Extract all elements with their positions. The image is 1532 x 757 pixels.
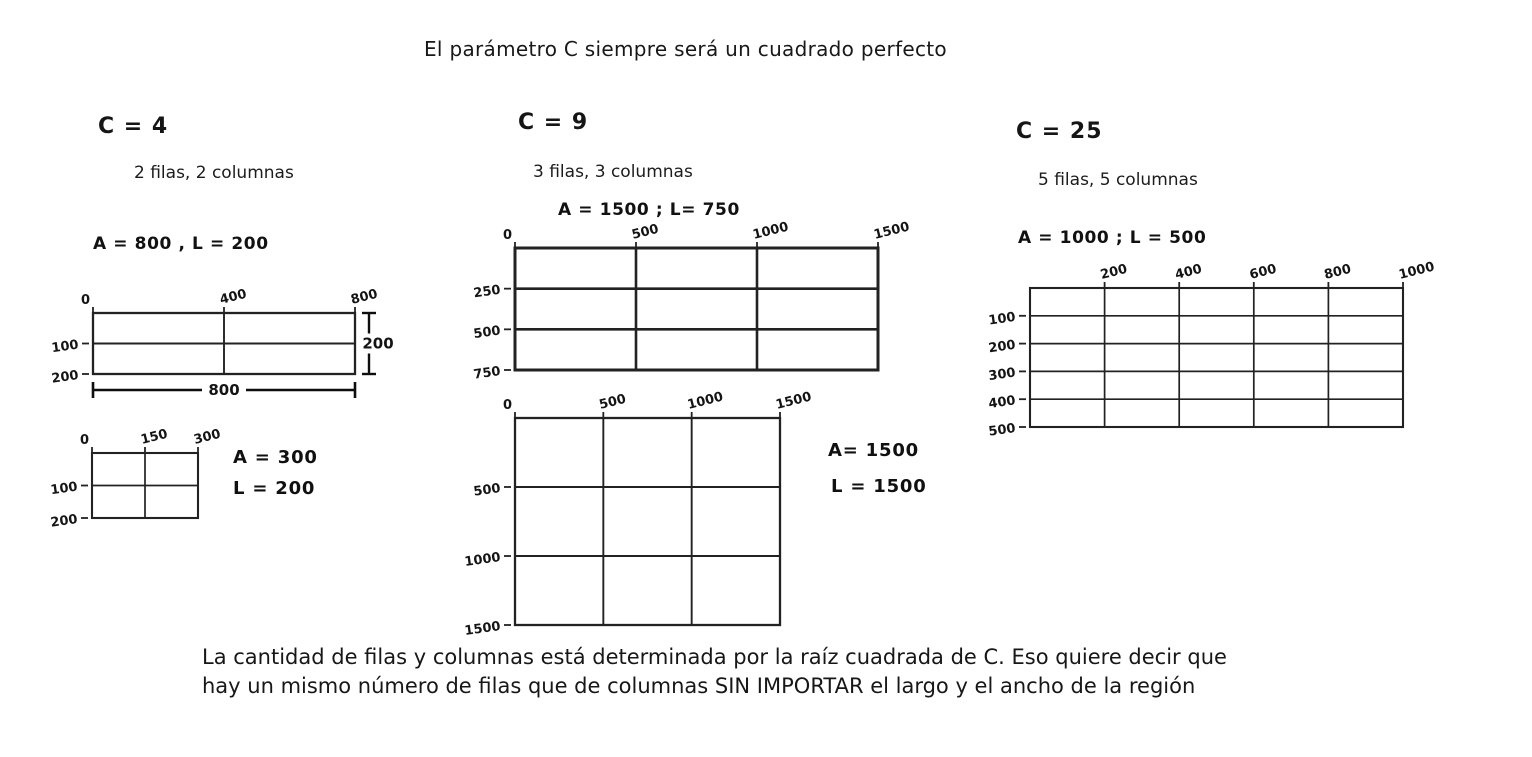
section-c9-label: C = 9 xyxy=(518,110,589,135)
section-c4-dims: 2 filas, 2 columnas xyxy=(134,163,294,183)
tick-label: 400 xyxy=(1173,261,1204,283)
tick-label: 1000 xyxy=(686,389,725,413)
annotation-square-grid-a: A= 1500 xyxy=(828,440,919,461)
annotation-small-grid-a: A = 300 xyxy=(233,447,318,468)
grid-border xyxy=(1030,288,1403,427)
tick-label: 200 xyxy=(362,334,394,353)
grid-c4-small-figure xyxy=(42,419,262,560)
annotation-small-grid-l: L = 200 xyxy=(233,478,316,499)
footer-text-line2: hay un mismo número de filas que de columnas SIN IMPORTAR el largo y el ancho de la región xyxy=(202,674,1196,698)
tick-label: 1500 xyxy=(872,219,912,243)
tick-label: 300 xyxy=(192,426,223,448)
tick-label: 300 xyxy=(987,365,1017,385)
tick-label: 100 xyxy=(987,309,1017,329)
tick-label: 1000 xyxy=(463,550,502,571)
tick-label: 800 xyxy=(1322,261,1353,283)
tick-label: 200 xyxy=(987,337,1017,357)
tick-label: 800 xyxy=(349,286,380,308)
tick-label: 250 xyxy=(472,282,502,302)
tick-label: 800 xyxy=(208,381,240,399)
tick-label: 600 xyxy=(1248,261,1279,283)
tick-label: 0 xyxy=(79,433,89,448)
tick-label: 200 xyxy=(49,512,79,531)
tick-label: 1000 xyxy=(1397,259,1437,283)
section-c25-params: A = 1000 ; L = 500 xyxy=(1018,228,1207,248)
section-c9-dims: 3 filas, 3 columnas xyxy=(533,162,693,182)
tick-label: 1500 xyxy=(774,389,814,413)
tick-label: 100 xyxy=(50,337,80,357)
section-c4-params: A = 800 , L = 200 xyxy=(93,234,269,254)
page-title: El parámetro C siempre será un cuadrado perfecto xyxy=(424,37,947,61)
tick-label: 500 xyxy=(472,481,502,500)
tick-label: 200 xyxy=(1098,261,1129,283)
section-c9-params: A = 1500 ; L= 750 xyxy=(558,200,740,220)
tick-label: 0 xyxy=(502,398,512,413)
section-c25-label: C = 25 xyxy=(1016,119,1103,144)
annotation-square-grid-l: L = 1500 xyxy=(831,476,927,497)
tick-label: 750 xyxy=(472,364,502,383)
section-c25-dims: 5 filas, 5 columnas xyxy=(1038,170,1198,190)
grid-border xyxy=(515,418,780,625)
tick-label: 500 xyxy=(630,221,661,243)
tick-label: 400 xyxy=(218,286,249,308)
grid-c9-wide-figure xyxy=(465,214,942,412)
tick-label: 500 xyxy=(472,323,502,343)
tick-label: 200 xyxy=(50,368,80,387)
tick-label: 500 xyxy=(597,391,628,413)
section-c4-label: C = 4 xyxy=(98,114,169,139)
tick-label: 0 xyxy=(502,228,512,243)
grid-c25-figure xyxy=(980,254,1467,469)
grid-c4-main-figure xyxy=(43,279,419,416)
tick-label: 0 xyxy=(80,293,90,308)
tick-label: 100 xyxy=(49,479,79,499)
tick-label: 1500 xyxy=(463,619,502,639)
tick-label: 500 xyxy=(987,421,1017,440)
footer-text-line1: La cantidad de filas y columnas está determinada por la raíz cuadrada de C. Eso quiere decir que xyxy=(202,645,1227,669)
tick-label: 1000 xyxy=(751,219,791,243)
grid-border xyxy=(515,248,878,370)
tick-label: 400 xyxy=(987,393,1017,412)
tick-label: 150 xyxy=(139,426,170,448)
grid-c9-square-figure xyxy=(465,384,844,667)
